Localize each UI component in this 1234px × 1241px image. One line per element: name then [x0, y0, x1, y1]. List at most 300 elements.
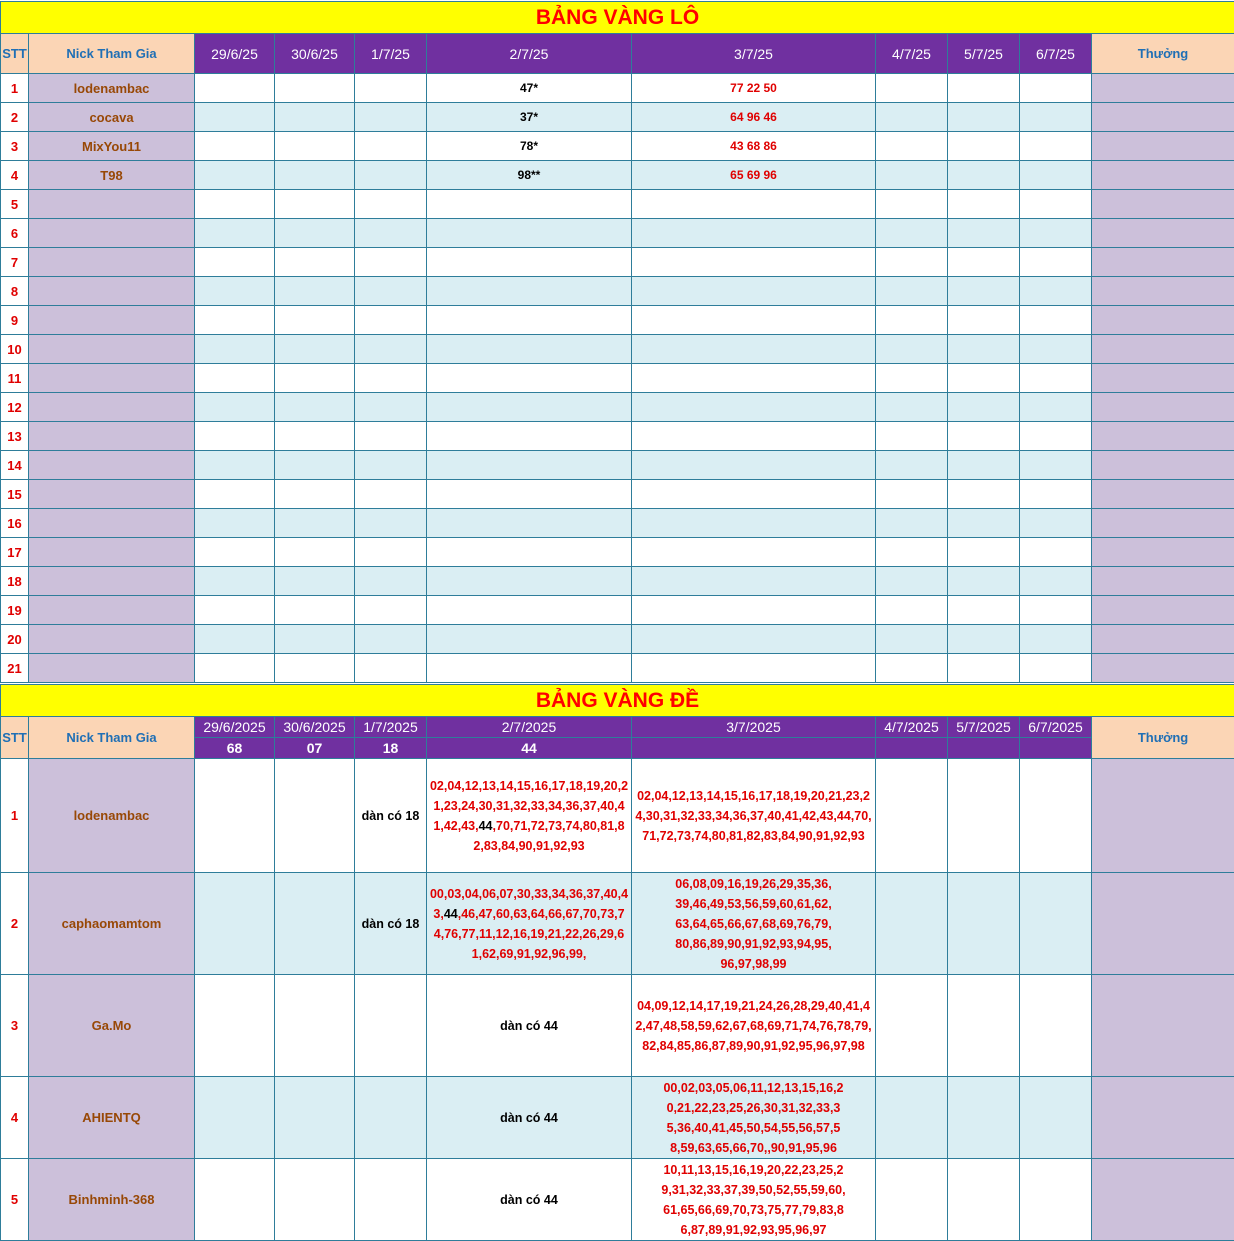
de-cell[interactable]: 10,11,13,15,16,19,20,22,23,25,29,31,32,33,37,39,50,52,55,59,60,61,65,66,69,70,73,75,77,79,83,86,87,89,91,92,93,95,96,97 — [632, 1159, 876, 1241]
lo-cell[interactable] — [427, 335, 632, 364]
de-cell[interactable] — [1020, 759, 1092, 873]
lo-cell[interactable] — [427, 248, 632, 277]
lo-cell[interactable] — [355, 567, 427, 596]
lo-cell[interactable] — [355, 364, 427, 393]
lo-row-prize[interactable] — [1092, 567, 1234, 596]
lo-row-prize[interactable] — [1092, 190, 1234, 219]
lo-cell[interactable]: 65 69 96 — [632, 161, 876, 190]
lo-row-nick — [29, 567, 195, 596]
lo-cell[interactable] — [427, 190, 632, 219]
lo-cell[interactable] — [632, 248, 876, 277]
lo-cell[interactable] — [427, 538, 632, 567]
lo-row-nick: T98 — [29, 161, 195, 190]
lo-row-prize[interactable] — [1092, 161, 1234, 190]
lo-cell[interactable] — [195, 219, 275, 248]
lo-cell[interactable] — [355, 538, 427, 567]
lo-cell[interactable] — [632, 509, 876, 538]
lo-cell[interactable] — [876, 103, 948, 132]
de-cell[interactable] — [948, 873, 1020, 975]
de-result — [948, 738, 1020, 759]
lo-cell[interactable] — [355, 625, 427, 654]
de-cell[interactable]: 02,04,12,13,14,15,16,17,18,19,20,21,23,24,30,31,32,33,34,36,37,40,41,42,43,44,70,71,72,73,74,80,81,82,83,84,90,91,92,93 — [632, 759, 876, 873]
lo-cell[interactable] — [427, 625, 632, 654]
de-cell[interactable] — [275, 1077, 355, 1159]
lo-cell[interactable] — [355, 480, 427, 509]
de-result: 18 — [355, 738, 427, 759]
lo-cell[interactable] — [355, 74, 427, 103]
de-row-prize[interactable] — [1092, 759, 1234, 873]
lo-cell[interactable] — [948, 422, 1020, 451]
lo-cell[interactable] — [948, 161, 1020, 190]
lo-cell[interactable] — [1020, 103, 1092, 132]
lo-row-stt: 8 — [1, 277, 29, 306]
lo-header-row — [1, 34, 1234, 74]
lo-cell[interactable] — [195, 509, 275, 538]
lo-cell[interactable] — [632, 451, 876, 480]
lo-cell[interactable] — [275, 654, 355, 683]
lo-cell[interactable] — [876, 74, 948, 103]
lo-row — [1, 422, 1234, 451]
lo-cell[interactable] — [275, 335, 355, 364]
lo-cell[interactable] — [275, 161, 355, 190]
lo-row-stt: 15 — [1, 480, 29, 509]
lo-cell[interactable] — [275, 132, 355, 161]
lo-cell[interactable]: 98** — [427, 161, 632, 190]
lo-table — [0, 1, 1234, 683]
lo-cell[interactable] — [1020, 364, 1092, 393]
lo-cell[interactable] — [195, 480, 275, 509]
lo-row-prize[interactable] — [1092, 625, 1234, 654]
lo-cell[interactable] — [948, 509, 1020, 538]
lo-cell[interactable] — [427, 596, 632, 625]
lo-cell[interactable] — [632, 480, 876, 509]
lo-cell[interactable] — [1020, 132, 1092, 161]
lo-row-nick — [29, 306, 195, 335]
lo-cell[interactable] — [275, 277, 355, 306]
de-row — [1, 975, 1234, 1077]
lo-row-stt: 10 — [1, 335, 29, 364]
lo-cell[interactable] — [275, 451, 355, 480]
lo-cell[interactable] — [275, 74, 355, 103]
lo-cell[interactable] — [876, 248, 948, 277]
lo-cell[interactable] — [355, 451, 427, 480]
lo-row-nick: lodenambac — [29, 74, 195, 103]
de-cell[interactable] — [876, 873, 948, 975]
lo-cell[interactable] — [275, 393, 355, 422]
lo-row-stt: 5 — [1, 190, 29, 219]
lo-cell[interactable] — [195, 625, 275, 654]
lo-row-stt: 1 — [1, 74, 29, 103]
lo-cell[interactable] — [427, 306, 632, 335]
de-header-row — [1, 717, 1234, 738]
lo-cell[interactable] — [948, 190, 1020, 219]
lo-row-prize[interactable] — [1092, 306, 1234, 335]
lo-cell[interactable] — [1020, 306, 1092, 335]
de-cell[interactable] — [1020, 975, 1092, 1077]
lo-cell[interactable] — [195, 654, 275, 683]
de-cell[interactable]: dàn có 18 — [355, 759, 427, 873]
lo-cell[interactable] — [355, 509, 427, 538]
lo-cell[interactable] — [355, 248, 427, 277]
lo-cell[interactable] — [1020, 219, 1092, 248]
de-cell[interactable] — [195, 975, 275, 1077]
lo-row-nick — [29, 538, 195, 567]
lo-row — [1, 161, 1234, 190]
de-cell[interactable] — [948, 975, 1020, 1077]
lo-cell[interactable]: 77 22 50 — [632, 74, 876, 103]
de-row-stt: 3 — [1, 975, 29, 1077]
lo-row-stt: 18 — [1, 567, 29, 596]
lo-cell[interactable] — [876, 132, 948, 161]
lo-cell[interactable] — [355, 422, 427, 451]
lo-row-prize[interactable] — [1092, 103, 1234, 132]
lo-row-stt: 19 — [1, 596, 29, 625]
lo-cell[interactable] — [275, 103, 355, 132]
lo-header-date: 2/7/25 — [427, 34, 632, 74]
lo-cell[interactable] — [948, 103, 1020, 132]
de-header-date: 6/7/2025 — [1020, 717, 1092, 738]
de-cell[interactable] — [195, 759, 275, 873]
lo-cell[interactable] — [275, 190, 355, 219]
lo-cell[interactable] — [632, 335, 876, 364]
lo-cell[interactable] — [195, 190, 275, 219]
de-cell[interactable]: dàn có 18 — [355, 873, 427, 975]
lo-cell[interactable] — [427, 654, 632, 683]
lo-cell[interactable] — [876, 509, 948, 538]
de-cell[interactable] — [427, 759, 632, 873]
lo-row-nick — [29, 625, 195, 654]
de-row — [1, 1159, 1234, 1241]
lo-cell[interactable] — [195, 364, 275, 393]
de-title: BẢNG VÀNG ĐỀ — [1, 685, 1234, 717]
de-cell[interactable] — [876, 1077, 948, 1159]
de-cell[interactable] — [948, 1077, 1020, 1159]
lo-cell[interactable] — [948, 451, 1020, 480]
lo-cell[interactable] — [275, 625, 355, 654]
lo-header-date: 4/7/25 — [876, 34, 948, 74]
lo-cell[interactable] — [632, 567, 876, 596]
de-row-stt: 5 — [1, 1159, 29, 1241]
de-cell[interactable] — [1020, 1077, 1092, 1159]
lo-cell[interactable] — [355, 103, 427, 132]
de-cell[interactable]: dàn có 44 — [427, 975, 632, 1077]
lo-row-prize[interactable] — [1092, 132, 1234, 161]
lo-cell[interactable] — [1020, 74, 1092, 103]
lo-cell[interactable] — [1020, 654, 1092, 683]
lo-row — [1, 509, 1234, 538]
lo-header-date: 1/7/25 — [355, 34, 427, 74]
de-row-prize[interactable] — [1092, 873, 1234, 975]
lo-cell[interactable] — [948, 277, 1020, 306]
lo-cell[interactable] — [948, 480, 1020, 509]
de-cell[interactable] — [275, 759, 355, 873]
lo-row-prize[interactable] — [1092, 509, 1234, 538]
lo-cell[interactable] — [195, 132, 275, 161]
lo-cell[interactable] — [355, 335, 427, 364]
lo-cell[interactable] — [876, 654, 948, 683]
lo-cell[interactable] — [1020, 451, 1092, 480]
lo-cell[interactable] — [1020, 538, 1092, 567]
lo-cell[interactable] — [275, 306, 355, 335]
lo-cell[interactable] — [876, 596, 948, 625]
lo-cell[interactable] — [876, 335, 948, 364]
de-pick-hit: 44 — [478, 818, 493, 833]
lo-cell[interactable] — [948, 538, 1020, 567]
lo-cell[interactable] — [632, 190, 876, 219]
lo-row-prize[interactable] — [1092, 364, 1234, 393]
lo-cell[interactable] — [1020, 480, 1092, 509]
de-header-date: 4/7/2025 — [876, 717, 948, 738]
lo-cell[interactable] — [948, 393, 1020, 422]
de-cell[interactable] — [876, 975, 948, 1077]
lo-cell[interactable] — [948, 248, 1020, 277]
lo-row-prize[interactable] — [1092, 248, 1234, 277]
lo-cell[interactable] — [195, 596, 275, 625]
lo-cell[interactable] — [948, 596, 1020, 625]
lo-cell[interactable] — [427, 567, 632, 596]
de-cell[interactable] — [275, 975, 355, 1077]
lo-cell[interactable] — [275, 567, 355, 596]
lo-cell[interactable] — [1020, 509, 1092, 538]
lo-cell[interactable] — [195, 393, 275, 422]
lo-cell[interactable] — [948, 625, 1020, 654]
de-header-prize: Thưởng — [1092, 717, 1234, 759]
lo-cell[interactable] — [427, 422, 632, 451]
de-cell[interactable] — [275, 873, 355, 975]
lo-cell[interactable] — [948, 132, 1020, 161]
lo-cell[interactable] — [948, 74, 1020, 103]
lo-row-nick — [29, 219, 195, 248]
lo-cell[interactable] — [427, 451, 632, 480]
lo-cell[interactable] — [427, 219, 632, 248]
lo-row-nick — [29, 509, 195, 538]
lo-cell[interactable] — [1020, 393, 1092, 422]
de-row-nick: Binhminh-368 — [29, 1159, 195, 1241]
lo-row-prize[interactable] — [1092, 277, 1234, 306]
lo-cell[interactable] — [275, 596, 355, 625]
lo-cell[interactable]: 43 68 86 — [632, 132, 876, 161]
lo-cell[interactable] — [195, 277, 275, 306]
de-result — [632, 738, 876, 759]
lo-cell[interactable] — [948, 654, 1020, 683]
lo-cell[interactable] — [427, 509, 632, 538]
lo-cell[interactable] — [632, 654, 876, 683]
lo-row-prize[interactable] — [1092, 74, 1234, 103]
lo-cell[interactable]: 37* — [427, 103, 632, 132]
lo-cell[interactable] — [948, 335, 1020, 364]
lo-row-prize[interactable] — [1092, 654, 1234, 683]
lo-cell[interactable] — [876, 306, 948, 335]
lo-cell[interactable] — [195, 248, 275, 277]
lo-row — [1, 451, 1234, 480]
lo-row-nick — [29, 480, 195, 509]
de-header-date: 30/6/2025 — [275, 717, 355, 738]
lo-row-nick — [29, 364, 195, 393]
lo-cell[interactable] — [195, 335, 275, 364]
lo-cell[interactable] — [355, 393, 427, 422]
lo-cell[interactable] — [876, 625, 948, 654]
lo-cell[interactable] — [1020, 335, 1092, 364]
lo-cell[interactable] — [876, 480, 948, 509]
lo-row-stt: 2 — [1, 103, 29, 132]
lo-row-stt: 14 — [1, 451, 29, 480]
lo-cell[interactable] — [876, 161, 948, 190]
lo-cell[interactable] — [948, 219, 1020, 248]
de-pick-post: ,70,71,72,73,74,80,81,82,83,84,90,91,92,93 — [473, 818, 625, 853]
lo-cell[interactable] — [876, 393, 948, 422]
lo-cell[interactable] — [948, 306, 1020, 335]
lo-row-prize[interactable] — [1092, 422, 1234, 451]
lo-cell[interactable] — [632, 596, 876, 625]
lo-cell[interactable] — [876, 567, 948, 596]
lo-cell[interactable] — [275, 480, 355, 509]
lo-cell[interactable]: 78* — [427, 132, 632, 161]
lo-cell[interactable] — [195, 103, 275, 132]
lo-header-date: 6/7/25 — [1020, 34, 1092, 74]
de-cell[interactable] — [876, 759, 948, 873]
lo-cell[interactable] — [355, 277, 427, 306]
de-cell[interactable] — [948, 759, 1020, 873]
lo-cell[interactable] — [275, 219, 355, 248]
lo-cell[interactable] — [632, 364, 876, 393]
de-cell[interactable] — [1020, 1159, 1092, 1241]
de-cell[interactable]: dàn có 44 — [427, 1159, 632, 1241]
lo-cell[interactable] — [427, 277, 632, 306]
lo-cell[interactable] — [195, 538, 275, 567]
lo-row — [1, 132, 1234, 161]
lo-row — [1, 190, 1234, 219]
lo-row — [1, 74, 1234, 103]
lo-row-prize[interactable] — [1092, 451, 1234, 480]
de-header-stt: STT — [1, 717, 29, 759]
de-row-prize[interactable] — [1092, 975, 1234, 1077]
lo-cell[interactable] — [632, 306, 876, 335]
lo-cell[interactable] — [1020, 567, 1092, 596]
lo-cell[interactable] — [632, 393, 876, 422]
lo-cell[interactable] — [195, 161, 275, 190]
lo-cell[interactable] — [876, 219, 948, 248]
lo-cell[interactable] — [355, 306, 427, 335]
de-cell[interactable]: 04,09,12,14,17,19,21,24,26,28,29,40,41,42,47,48,58,59,62,67,68,69,71,74,76,78,79,82,84,85,86,87,89,90,91,92,95,96,97,98 — [632, 975, 876, 1077]
de-row-stt: 4 — [1, 1077, 29, 1159]
lo-cell[interactable] — [876, 364, 948, 393]
lo-cell[interactable]: 64 96 46 — [632, 103, 876, 132]
lo-row-prize[interactable] — [1092, 538, 1234, 567]
lo-header-date: 3/7/25 — [632, 34, 876, 74]
lo-row-prize[interactable] — [1092, 393, 1234, 422]
lo-cell[interactable] — [632, 277, 876, 306]
de-cell[interactable] — [948, 1159, 1020, 1241]
lo-row-stt: 9 — [1, 306, 29, 335]
de-row-stt: 2 — [1, 873, 29, 975]
de-row — [1, 873, 1234, 975]
de-cell[interactable] — [275, 1159, 355, 1241]
lo-row-stt: 16 — [1, 509, 29, 538]
lo-cell[interactable] — [355, 654, 427, 683]
de-header-date: 2/7/2025 — [427, 717, 632, 738]
lo-cell[interactable] — [1020, 422, 1092, 451]
lo-cell[interactable] — [876, 451, 948, 480]
lo-cell[interactable] — [195, 567, 275, 596]
lo-cell[interactable] — [1020, 277, 1092, 306]
de-result: 07 — [275, 738, 355, 759]
lo-cell[interactable] — [355, 161, 427, 190]
lo-row-prize[interactable] — [1092, 219, 1234, 248]
de-row-stt: 1 — [1, 759, 29, 873]
de-cell[interactable]: 00,02,03,05,06,11,12,13,15,16,20,21,22,23,25,26,30,31,32,33,35,36,40,41,45,50,54,55,56,57,58,59,63,65,66,70,,90,91,95,96 — [632, 1077, 876, 1159]
de-pick-hit: 44 — [443, 906, 458, 921]
lo-cell[interactable] — [275, 248, 355, 277]
lo-cell[interactable] — [195, 422, 275, 451]
lo-cell[interactable] — [1020, 596, 1092, 625]
lo-row-stt: 21 — [1, 654, 29, 683]
lo-cell[interactable] — [275, 538, 355, 567]
lo-cell[interactable] — [355, 596, 427, 625]
de-cell[interactable]: 06,08,09,16,19,26,29,35,36,39,46,49,53,56,59,60,61,62,63,64,65,66,67,68,69,76,79,80,86,89,90,91,92,93,94,95,96,97,98,99 — [632, 873, 876, 975]
de-cell[interactable] — [355, 975, 427, 1077]
lo-row-prize[interactable] — [1092, 335, 1234, 364]
lo-cell[interactable] — [632, 538, 876, 567]
lo-cell[interactable] — [427, 480, 632, 509]
lo-cell[interactable] — [948, 567, 1020, 596]
lo-cell[interactable] — [427, 364, 632, 393]
lo-cell[interactable] — [275, 509, 355, 538]
lo-cell[interactable] — [632, 625, 876, 654]
de-cell[interactable] — [876, 1159, 948, 1241]
lo-cell[interactable] — [195, 74, 275, 103]
de-row-prize[interactable] — [1092, 1077, 1234, 1159]
lo-row — [1, 219, 1234, 248]
lo-cell[interactable] — [1020, 190, 1092, 219]
de-row-nick: caphaomamtom — [29, 873, 195, 975]
lo-cell[interactable] — [195, 306, 275, 335]
lo-cell[interactable] — [355, 219, 427, 248]
lo-cell[interactable] — [948, 364, 1020, 393]
lo-cell[interactable] — [195, 451, 275, 480]
de-cell[interactable] — [195, 873, 275, 975]
lo-cell[interactable] — [876, 190, 948, 219]
lo-cell[interactable] — [876, 538, 948, 567]
lo-cell[interactable] — [632, 422, 876, 451]
lo-row-nick — [29, 190, 195, 219]
de-cell[interactable] — [355, 1077, 427, 1159]
lo-cell[interactable] — [355, 190, 427, 219]
lo-cell[interactable] — [1020, 625, 1092, 654]
de-cell[interactable] — [195, 1077, 275, 1159]
lo-cell[interactable] — [275, 364, 355, 393]
de-cell[interactable] — [427, 873, 632, 975]
de-row-prize[interactable] — [1092, 1159, 1234, 1241]
lo-cell[interactable] — [876, 422, 948, 451]
lo-cell[interactable] — [876, 277, 948, 306]
lo-row — [1, 654, 1234, 683]
lo-cell[interactable]: 47* — [427, 74, 632, 103]
lo-cell[interactable] — [1020, 161, 1092, 190]
lo-cell[interactable] — [427, 393, 632, 422]
de-cell[interactable] — [355, 1159, 427, 1241]
de-cell[interactable] — [1020, 873, 1092, 975]
de-pick-pre: 02,04,12,13,14,15,16,17,18,19,20,21,23,24,30,31,32,33,34,36,37,40,41,42,43, — [429, 778, 629, 833]
de-cell[interactable] — [195, 1159, 275, 1241]
lo-row-prize[interactable] — [1092, 596, 1234, 625]
lo-cell[interactable] — [1020, 248, 1092, 277]
lo-cell[interactable] — [632, 219, 876, 248]
de-row — [1, 1077, 1234, 1159]
lo-cell[interactable] — [355, 132, 427, 161]
lo-row-prize[interactable] — [1092, 480, 1234, 509]
lo-cell[interactable] — [275, 422, 355, 451]
de-cell[interactable]: dàn có 44 — [427, 1077, 632, 1159]
